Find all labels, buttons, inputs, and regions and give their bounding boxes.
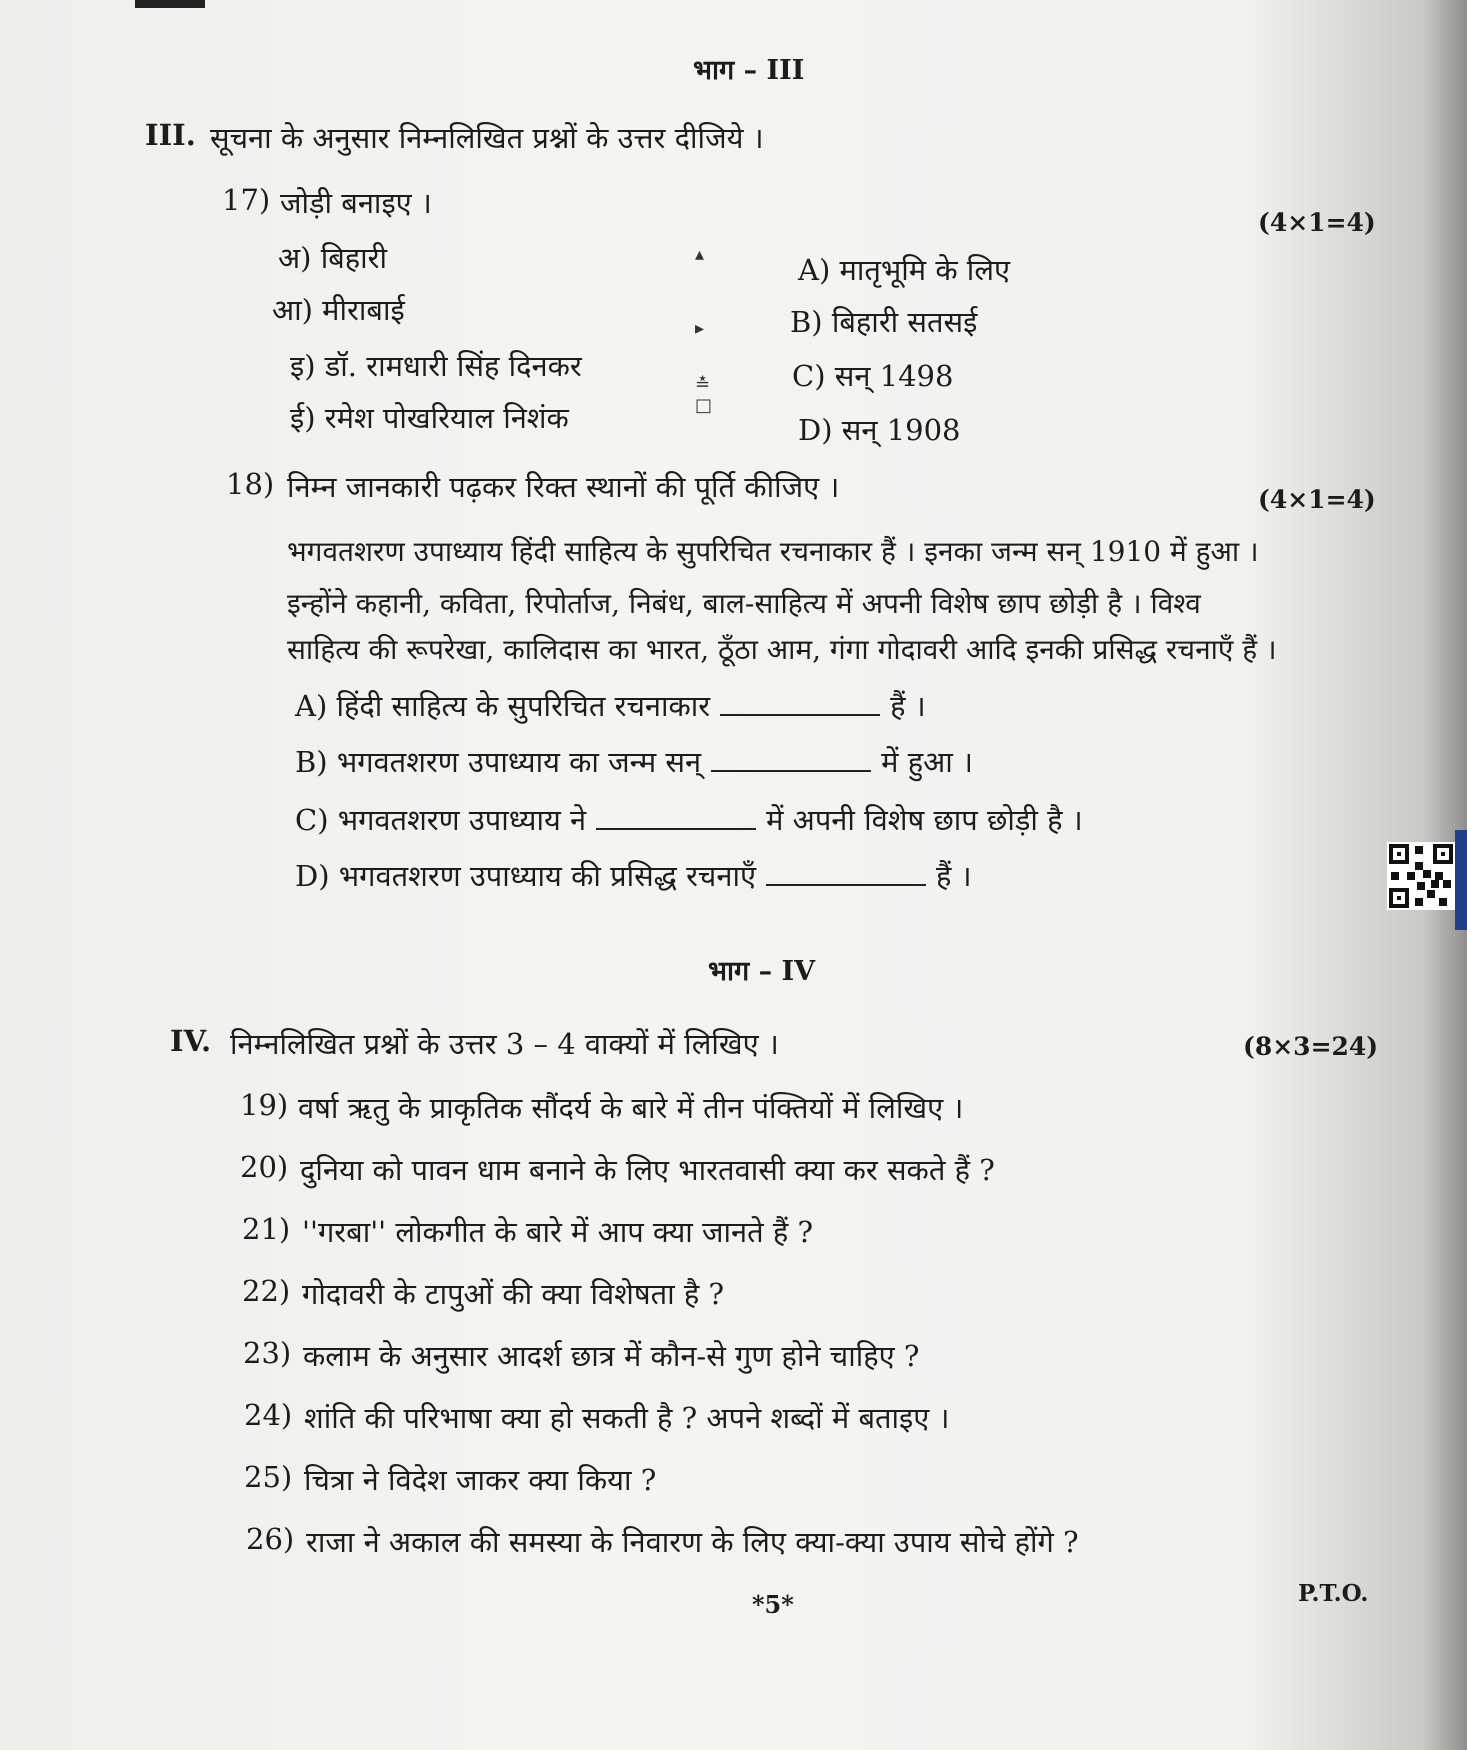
top-edge-mark [135,0,205,8]
fill-blank-a [720,692,880,716]
q26-text: राजा ने अकाल की समस्या के निवारण के लिए क्या-क्या उपाय सोचे होंगे ? [306,1525,1079,1559]
separator-mark: ≛ [695,374,711,395]
q17-left-2: आ) मीराबाई [272,293,405,327]
part4-instruction: निम्नलिखित प्रश्नों के उत्तर 3 – 4 वाक्यों में लिखिए । [230,1027,779,1061]
q20-number: 20) [240,1150,289,1184]
blank-a-pre: A) हिंदी साहित्य के सुपरिचित रचनाकार [295,689,711,723]
pto-label: P.T.O. [1298,1580,1369,1607]
page-number: *5* [752,1590,794,1619]
q17-marks: (4×1=4) [1258,208,1376,237]
blank-d-post: हैं । [936,859,972,893]
qr-code-icon [1387,842,1455,910]
q21-number: 21) [242,1212,291,1246]
q19-text: वर्षा ऋतु के प्राकृतिक सौंदर्य के बारे में तीन पंक्तियों में लिखिए । [298,1091,964,1125]
blank-d-pre: D) भगवतशरण उपाध्याय की प्रसिद्ध रचनाएँ [295,859,756,893]
q22-text: गोदावरी के टापुओं की क्या विशेषता है ? [302,1277,725,1311]
q17-right-1: A) मातृभूमि के लिए [798,253,1011,287]
separator-mark: ▴ [695,244,705,265]
part3-heading: भाग – III [693,55,805,86]
q22-number: 22) [242,1274,291,1308]
q17-right-3: C) सन् 1498 [792,359,954,393]
q21-text: ''गरबा'' लोकगीत के बारे में आप क्या जानते हैं ? [302,1215,814,1249]
q26-number: 26) [246,1522,295,1556]
q18-passage-line-3: साहित्य की रूपरेखा, कालिदास का भारत, ठूँठा आम, गंगा गोदावरी आदि इनकी प्रसिद्ध रचनाएँ हैं । [287,633,1277,666]
q23-number: 23) [243,1336,292,1370]
fill-blank-b [711,748,871,772]
q18-text: निम्न जानकारी पढ़कर रिक्त स्थानों की पूर्ति कीजिए । [287,470,840,504]
q18-number: 18) [226,467,275,501]
part3-instruction: सूचना के अनुसार निम्नलिखित प्रश्नों के उत्तर दीजिये । [210,121,764,155]
blank-b-post: में हुआ । [881,745,973,779]
q20-text: दुनिया को पावन धाम बनाने के लिए भारतवासी क्या कर सकते हैं ? [300,1153,995,1187]
q17-right-2: B) बिहारी सतसई [790,305,978,339]
q17-left-4: ई) रमेश पोखरियाल निशंक [290,401,569,435]
q18-blank-c [295,800,1083,839]
fill-blank-d [766,862,926,886]
q17-left-1: अ) बिहारी [278,241,388,275]
q25-text: चित्रा ने विदेश जाकर क्या किया ? [304,1463,657,1497]
blank-c-pre: C) भगवतशरण उपाध्याय ने [295,803,587,837]
separator-mark: ▸ [695,318,705,339]
q17-number: 17) [222,183,271,217]
q18-blank-d [295,856,972,895]
q18-passage-line-2: इन्होंने कहानी, कविता, रिपोर्ताज, निबंध, बाल-साहित्य में अपनी विशेष छाप छोड़ी है । विश्व [287,587,1201,620]
q23-text: कलाम के अनुसार आदर्श छात्र में कौन-से गुण होने चाहिए ? [303,1339,920,1373]
q25-number: 25) [244,1460,293,1494]
q17-left-3: इ) डॉ. रामधारी सिंह दिनकर [290,349,582,383]
part3-section-number: III. [145,118,196,152]
separator-mark: □ [695,395,713,416]
blank-a-post: हैं । [890,689,926,723]
q18-blank-a [295,686,926,725]
q19-number: 19) [240,1088,289,1122]
part4-marks: (8×3=24) [1243,1032,1379,1061]
q18-marks: (4×1=4) [1258,485,1376,514]
part4-heading: भाग – IV [708,956,816,987]
edge-strip [1455,830,1467,930]
blank-b-pre: B) भगवतशरण उपाध्याय का जन्म सन् [295,745,702,779]
part4-section-number: IV. [170,1024,212,1058]
q18-passage-line-1: भगवतशरण उपाध्याय हिंदी साहित्य के सुपरिचित रचनाकार हैं । इनका जन्म सन् 1910 में हुआ । [287,535,1259,568]
q17-text: जोड़ी बनाइए । [280,186,432,220]
fill-blank-c [596,806,756,830]
q18-blank-b [295,742,973,781]
q24-number: 24) [244,1398,293,1432]
q24-text: शांति की परिभाषा क्या हो सकती है ? अपने शब्दों में बताइए । [304,1401,950,1435]
blank-c-post: में अपनी विशेष छाप छोड़ी है । [766,803,1083,837]
q17-right-4: D) सन् 1908 [798,413,961,447]
